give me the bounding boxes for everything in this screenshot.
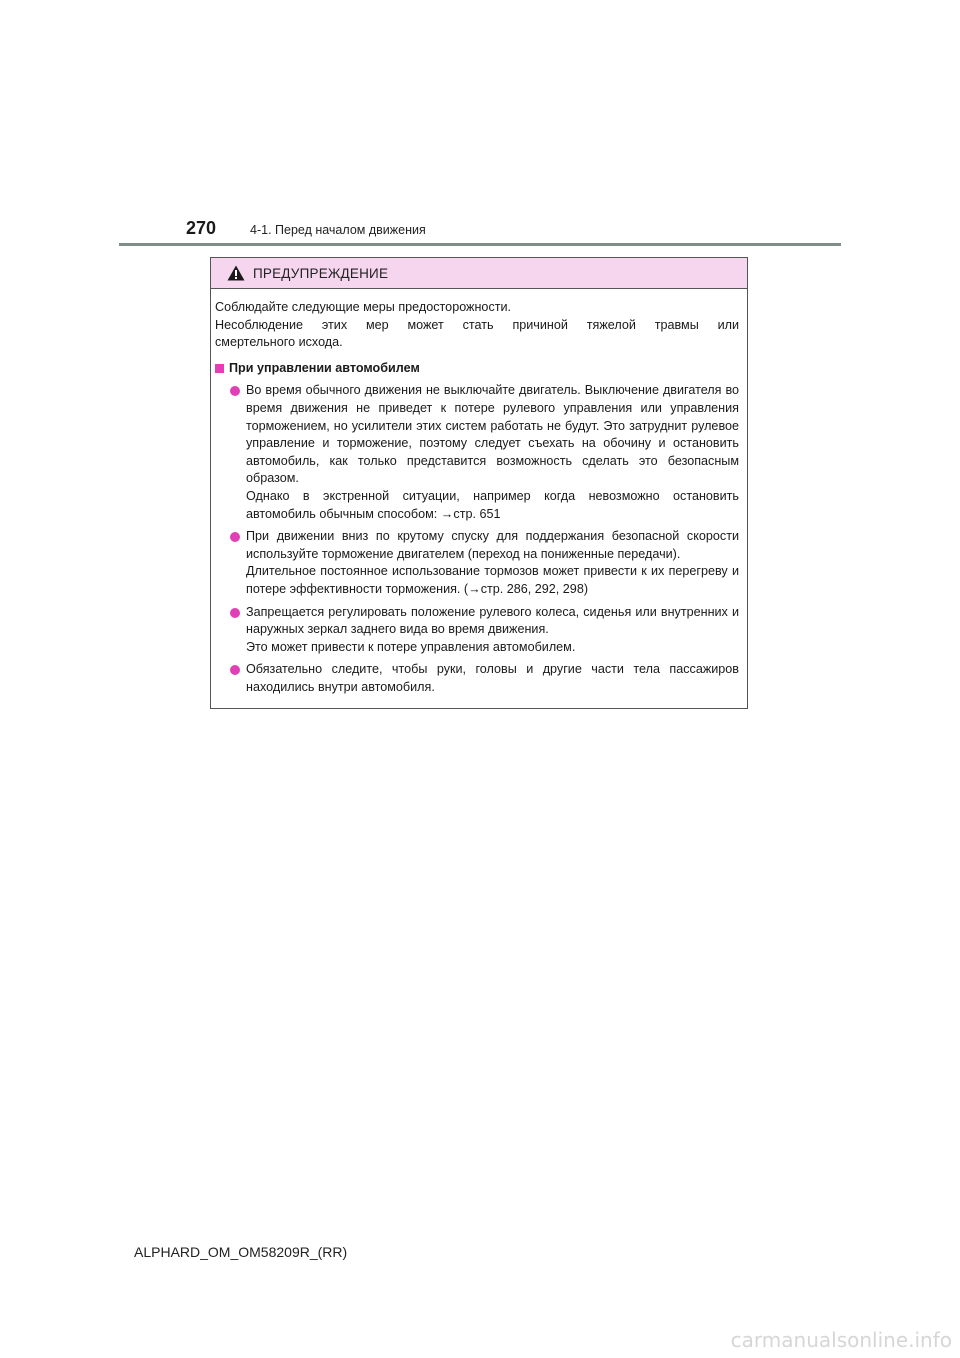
- footer-code: ALPHARD_OM_OM58209R_(RR): [134, 1244, 348, 1260]
- round-bullet-icon: [230, 386, 240, 396]
- subheading: [215, 360, 739, 378]
- bullet-paragraph: Однако в экстренной ситуации, например когда невозможно остановить автомобиль обычным способом: →стр. 651: [246, 488, 739, 521]
- round-bullet-icon: [230, 665, 240, 675]
- list-item: [230, 661, 739, 696]
- subheading-text: При управлении автомобилем: [229, 360, 420, 375]
- list-item: [230, 604, 739, 657]
- round-bullet-icon: [230, 532, 240, 542]
- bullet-paragraph: Во время обычного движения не выключайте двигатель. Выключение двигателя во время движения не приведет к потере рулевого управления или управления торможением, но усилители этих систем работать не будут. Это затруднит рулевое управление и торможение, поэтому следует съехать на обочину и остановить автомобиль, как только представится возможность сделать это безопасным образом.: [246, 383, 739, 486]
- list-item: [230, 528, 739, 598]
- intro-line: Соблюдайте следующие меры предосторожности.: [215, 300, 512, 314]
- warning-box: [210, 257, 748, 709]
- warning-title: ПРЕДУПРЕЖДЕНИЕ: [253, 265, 389, 281]
- warning-intro: [215, 299, 739, 352]
- list-item: [230, 382, 739, 523]
- header-rule: [119, 243, 841, 246]
- bullet-paragraph: Длительное постоянное использование тормозов может привести к их перегреву и потере эффективности торможения. (→стр. 286, 292, 298): [246, 564, 739, 596]
- page-number: 270: [186, 218, 217, 238]
- bullet-paragraph: При движении вниз по крутому спуску для поддержания безопасной скорости используйте торможение двигателем (переход на пониженные передачи).: [246, 529, 739, 561]
- bullet-paragraph: Это может привести к потере управления автомобилем.: [246, 639, 576, 654]
- section-title: 4-1. Перед началом движения: [250, 223, 426, 237]
- warning-body: [211, 289, 747, 696]
- bullet-paragraph: Запрещается регулировать положение рулевого колеса, сиденья или внутренних и наружных зеркал заднего вида во время движения.: [246, 604, 739, 637]
- round-bullet-icon: [230, 608, 240, 618]
- warning-header: [211, 258, 747, 289]
- intro-line: Несоблюдение этих мер может стать причиной тяжелой травмы или: [215, 317, 739, 332]
- square-bullet-icon: [215, 364, 224, 373]
- bullet-list: [215, 382, 739, 696]
- warning-triangle-icon: [227, 265, 245, 281]
- bullet-paragraph: Обязательно следите, чтобы руки, головы и другие части тела пассажиров находились внутри автомобиля.: [246, 662, 739, 694]
- intro-line: смертельного исхода.: [215, 335, 343, 350]
- page-header: [186, 218, 426, 242]
- watermark: carmanualsonline.info: [730, 1328, 952, 1352]
